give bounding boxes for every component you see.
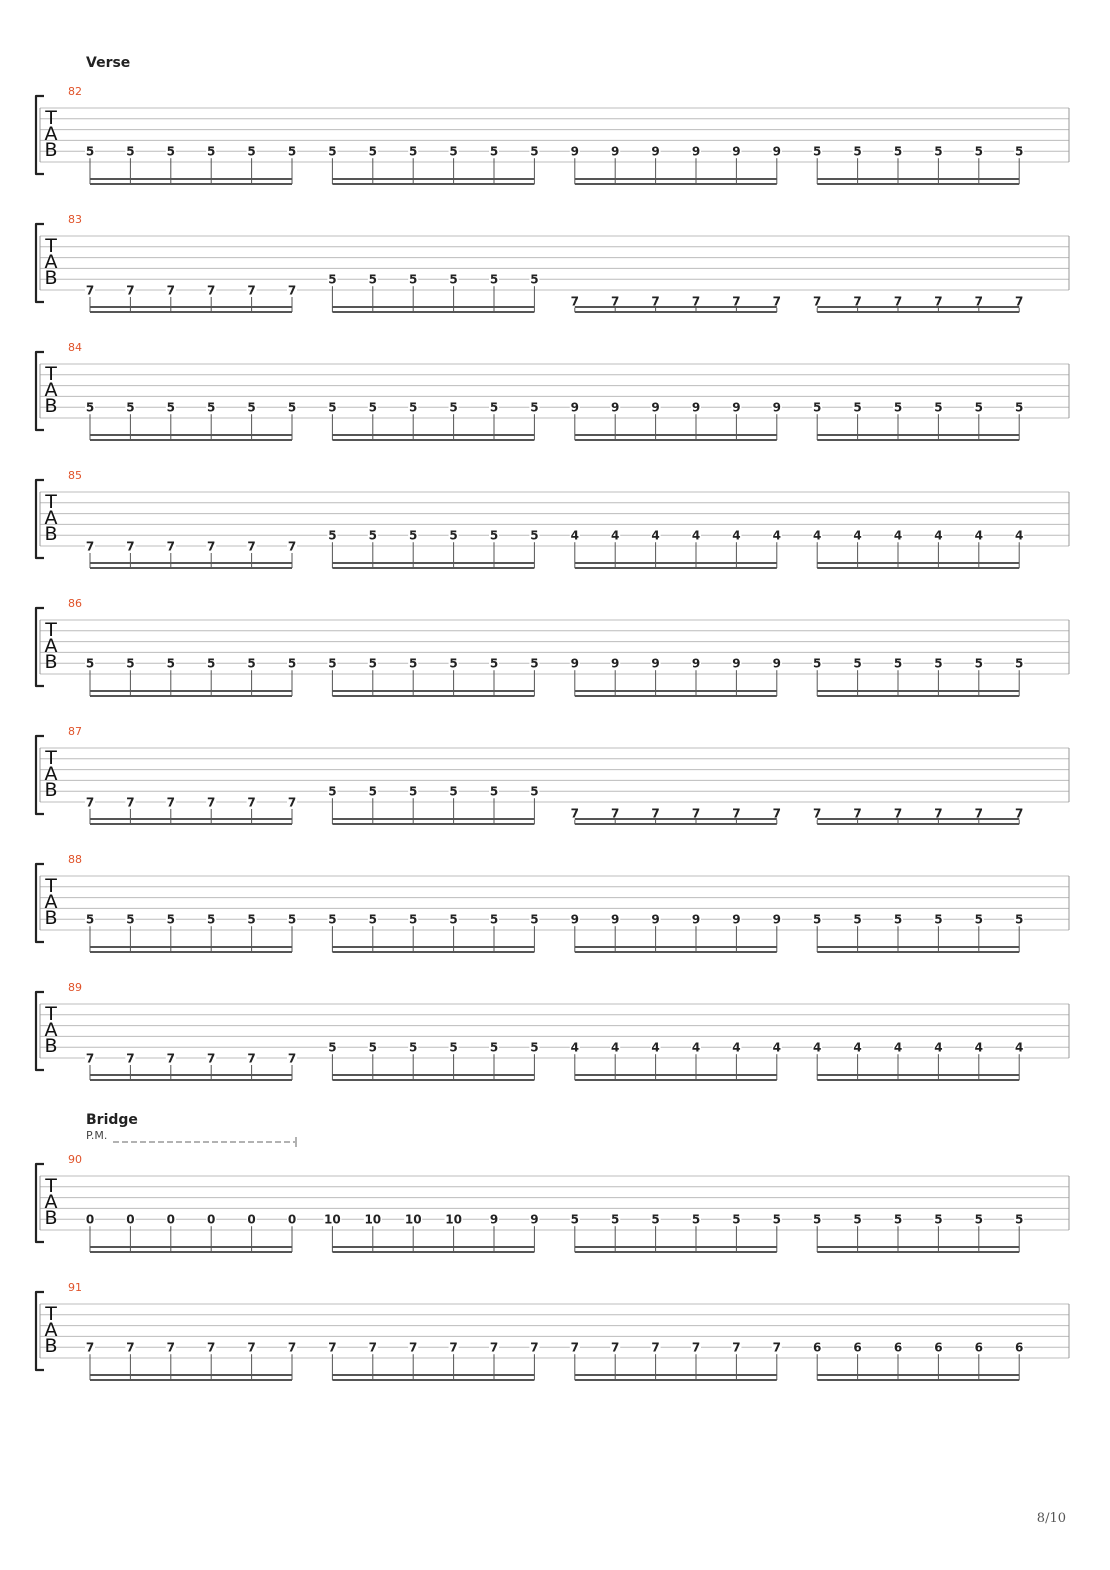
fret-number: 5 xyxy=(368,1040,377,1055)
tab-clef-letter: T xyxy=(45,363,57,385)
fret-number: 9 xyxy=(570,144,579,159)
fret-number: 4 xyxy=(691,1040,701,1055)
fret-number: 5 xyxy=(328,656,337,671)
fret-number: 7 xyxy=(287,1051,297,1066)
fret-number: 5 xyxy=(449,912,458,927)
fret-number: 5 xyxy=(449,528,458,543)
fret-number: 9 xyxy=(611,912,620,927)
fret-number: 7 xyxy=(247,1051,256,1066)
fret-number: 5 xyxy=(328,1040,337,1055)
fret-number: 5 xyxy=(409,656,418,671)
fret-number: 9 xyxy=(570,400,579,415)
fret-number: 4 xyxy=(570,528,579,543)
fret-number: 10 xyxy=(364,1212,382,1227)
fret-number: 9 xyxy=(530,1212,539,1227)
fret-number: 5 xyxy=(409,1040,418,1055)
fret-number: 5 xyxy=(530,144,539,159)
fret-number: 5 xyxy=(934,400,943,415)
fret-number: 7 xyxy=(207,1051,216,1066)
fret-number: 9 xyxy=(691,656,701,671)
fret-number: 5 xyxy=(974,656,983,671)
fret-number: 6 xyxy=(974,1340,983,1355)
fret-number: 7 xyxy=(691,294,701,309)
fret-number: 5 xyxy=(449,656,458,671)
fret-number: 5 xyxy=(934,1212,943,1227)
fret-number: 5 xyxy=(611,1212,620,1227)
fret-number: 5 xyxy=(85,912,95,927)
fret-number: 5 xyxy=(489,656,499,671)
fret-number: 7 xyxy=(732,294,741,309)
page-number: 8/10 xyxy=(1036,1511,1066,1526)
fret-number: 7 xyxy=(166,539,175,554)
fret-number: 7 xyxy=(207,283,216,298)
tab-system xyxy=(36,213,1069,312)
fret-number: 5 xyxy=(530,272,539,287)
bar-number: 87 xyxy=(68,725,82,738)
fret-number: 5 xyxy=(166,144,175,159)
fret-number: 5 xyxy=(934,656,943,671)
fret-number: 7 xyxy=(772,806,781,821)
fret-number: 5 xyxy=(893,400,903,415)
bar-number: 89 xyxy=(68,981,82,994)
fret-number: 9 xyxy=(651,912,660,927)
tab-clef-letter: B xyxy=(44,267,58,289)
fret-number: 4 xyxy=(732,1040,741,1055)
fret-number: 5 xyxy=(287,144,297,159)
tab-clef-letter: T xyxy=(45,619,57,641)
fret-number: 7 xyxy=(166,1051,175,1066)
fret-number: 6 xyxy=(813,1340,822,1355)
bar-number: 88 xyxy=(68,853,82,866)
fret-number: 4 xyxy=(813,1040,822,1055)
fret-number: 5 xyxy=(328,400,337,415)
fret-number: 6 xyxy=(893,1340,903,1355)
fret-number: 9 xyxy=(611,144,620,159)
fret-number: 0 xyxy=(166,1212,175,1227)
tab-clef-letter: A xyxy=(44,763,58,785)
fret-number: 5 xyxy=(126,912,135,927)
fret-number: 9 xyxy=(651,144,660,159)
fret-number: 5 xyxy=(126,400,135,415)
fret-number: 5 xyxy=(287,656,297,671)
tab-system xyxy=(36,853,1069,952)
fret-number: 5 xyxy=(530,912,539,927)
fret-number: 7 xyxy=(611,1340,620,1355)
fret-number: 5 xyxy=(409,784,418,799)
tab-system xyxy=(36,597,1069,696)
fret-number: 5 xyxy=(893,656,903,671)
fret-number: 5 xyxy=(449,272,458,287)
fret-number: 5 xyxy=(530,784,539,799)
fret-number: 5 xyxy=(893,144,903,159)
fret-number: 5 xyxy=(409,272,418,287)
fret-number: 7 xyxy=(853,294,862,309)
fret-number: 5 xyxy=(893,912,903,927)
fret-number: 7 xyxy=(813,806,822,821)
tab-clef-letter: B xyxy=(44,1335,58,1357)
fret-number: 4 xyxy=(611,1040,620,1055)
fret-number: 4 xyxy=(611,528,620,543)
tab-clef-letter: A xyxy=(44,891,58,913)
fret-number: 9 xyxy=(691,400,701,415)
fret-number: 4 xyxy=(1015,528,1024,543)
fret-number: 5 xyxy=(328,912,337,927)
fret-number: 7 xyxy=(974,806,983,821)
fret-number: 5 xyxy=(368,272,377,287)
fret-number: 5 xyxy=(934,144,943,159)
fret-number: 7 xyxy=(368,1340,377,1355)
fret-number: 5 xyxy=(409,144,418,159)
fret-number: 5 xyxy=(853,144,862,159)
fret-number: 5 xyxy=(247,144,256,159)
tab-clef-letter: T xyxy=(45,107,57,129)
fret-number: 7 xyxy=(691,1340,701,1355)
fret-number: 5 xyxy=(328,272,337,287)
fret-number: 5 xyxy=(368,144,377,159)
fret-number: 7 xyxy=(611,294,620,309)
fret-number: 4 xyxy=(893,528,903,543)
fret-number: 7 xyxy=(166,283,175,298)
tab-clef-letter: B xyxy=(44,907,58,929)
fret-number: 5 xyxy=(489,272,499,287)
fret-number: 9 xyxy=(570,656,579,671)
fret-number: 4 xyxy=(772,1040,781,1055)
fret-number: 0 xyxy=(287,1212,297,1227)
fret-number: 7 xyxy=(530,1340,539,1355)
bar-number: 91 xyxy=(68,1281,82,1294)
fret-number: 5 xyxy=(813,912,822,927)
fret-number: 4 xyxy=(934,1040,943,1055)
tab-clef-letter: T xyxy=(45,1303,57,1325)
fret-number: 5 xyxy=(934,912,943,927)
fret-number: 5 xyxy=(166,912,175,927)
fret-number: 5 xyxy=(368,528,377,543)
tab-system xyxy=(36,341,1069,440)
fret-number: 5 xyxy=(1015,144,1024,159)
fret-number: 5 xyxy=(974,912,983,927)
fret-number: 9 xyxy=(772,144,781,159)
fret-number: 5 xyxy=(409,912,418,927)
fret-number: 7 xyxy=(611,806,620,821)
fret-number: 7 xyxy=(651,294,660,309)
fret-number: 6 xyxy=(1015,1340,1024,1355)
fret-number: 10 xyxy=(324,1212,341,1227)
fret-number: 9 xyxy=(489,1212,499,1227)
fret-number: 4 xyxy=(974,1040,983,1055)
fret-number: 7 xyxy=(974,294,983,309)
fret-number: 5 xyxy=(449,400,458,415)
fret-number: 9 xyxy=(772,400,781,415)
fret-number: 5 xyxy=(247,912,256,927)
fret-number: 5 xyxy=(489,912,499,927)
tab-clef-letter: T xyxy=(45,747,57,769)
fret-number: 9 xyxy=(732,656,741,671)
tab-clef-letter: T xyxy=(45,491,57,513)
tab-clef-letter: B xyxy=(44,139,58,161)
tab-clef-letter: B xyxy=(44,523,58,545)
tab-clef-letter: B xyxy=(44,1207,58,1229)
fret-number: 4 xyxy=(853,528,862,543)
fret-number: 9 xyxy=(651,656,660,671)
fret-number: 7 xyxy=(449,1340,458,1355)
fret-number: 5 xyxy=(85,656,95,671)
fret-number: 5 xyxy=(974,400,983,415)
fret-number: 7 xyxy=(287,283,297,298)
fret-number: 5 xyxy=(247,400,256,415)
fret-number: 0 xyxy=(126,1212,135,1227)
tab-clef-letter: B xyxy=(44,651,58,673)
fret-number: 7 xyxy=(287,795,297,810)
fret-number: 9 xyxy=(570,912,579,927)
fret-number: 9 xyxy=(772,656,781,671)
fret-number: 5 xyxy=(126,656,135,671)
fret-number: 7 xyxy=(934,294,943,309)
fret-number: 9 xyxy=(651,400,660,415)
fret-number: 5 xyxy=(489,1040,499,1055)
fret-number: 5 xyxy=(530,656,539,671)
fret-number: 5 xyxy=(449,144,458,159)
fret-number: 7 xyxy=(287,1340,297,1355)
fret-number: 7 xyxy=(85,795,95,810)
fret-number: 5 xyxy=(328,784,337,799)
fret-number: 5 xyxy=(85,144,95,159)
fret-number: 7 xyxy=(85,283,95,298)
tab-system xyxy=(36,55,1069,184)
fret-number: 0 xyxy=(247,1212,256,1227)
tab-clef-letter: A xyxy=(44,251,58,273)
tab-clef-letter: A xyxy=(44,1319,58,1341)
tab-system xyxy=(36,469,1069,568)
fret-number: 5 xyxy=(1015,912,1024,927)
fret-number: 5 xyxy=(489,400,499,415)
fret-number: 5 xyxy=(247,656,256,671)
fret-number: 7 xyxy=(893,294,903,309)
fret-number: 5 xyxy=(368,400,377,415)
fret-number: 5 xyxy=(530,1040,539,1055)
fret-number: 5 xyxy=(732,1212,741,1227)
fret-number: 7 xyxy=(126,795,135,810)
fret-number: 7 xyxy=(85,1051,95,1066)
fret-number: 10 xyxy=(445,1212,462,1227)
fret-number: 9 xyxy=(772,912,781,927)
fret-number: 5 xyxy=(328,144,337,159)
fret-number: 7 xyxy=(893,806,903,821)
section-label: Verse xyxy=(86,55,131,71)
fret-number: 7 xyxy=(651,806,660,821)
fret-number: 7 xyxy=(1015,294,1024,309)
bar-number: 83 xyxy=(68,213,82,226)
fret-number: 7 xyxy=(207,795,216,810)
tab-clef-letter: B xyxy=(44,1035,58,1057)
fret-number: 5 xyxy=(489,144,499,159)
tab-clef-letter: A xyxy=(44,1019,58,1041)
fret-number: 0 xyxy=(85,1212,95,1227)
fret-number: 7 xyxy=(85,539,95,554)
fret-number: 5 xyxy=(409,528,418,543)
fret-number: 5 xyxy=(207,144,216,159)
fret-number: 7 xyxy=(166,795,175,810)
palm-mute-label: P.M. xyxy=(86,1129,108,1142)
fret-number: 5 xyxy=(1015,656,1024,671)
fret-number: 5 xyxy=(813,656,822,671)
fret-number: 7 xyxy=(853,806,862,821)
fret-number: 5 xyxy=(853,1212,862,1227)
fret-number: 5 xyxy=(530,400,539,415)
tab-clef-letter: A xyxy=(44,1191,58,1213)
tab-system xyxy=(36,981,1069,1080)
fret-number: 7 xyxy=(651,1340,660,1355)
fret-number: 5 xyxy=(489,528,499,543)
fret-number: 7 xyxy=(126,539,135,554)
fret-number: 5 xyxy=(813,144,822,159)
fret-number: 4 xyxy=(1015,1040,1024,1055)
fret-number: 5 xyxy=(207,656,216,671)
bar-number: 90 xyxy=(68,1153,82,1166)
fret-number: 7 xyxy=(570,1340,579,1355)
fret-number: 7 xyxy=(691,806,701,821)
fret-number: 5 xyxy=(368,656,377,671)
fret-number: 5 xyxy=(85,400,95,415)
fret-number: 5 xyxy=(1015,400,1024,415)
fret-number: 4 xyxy=(732,528,741,543)
tab-clef-letter: A xyxy=(44,635,58,657)
tab-clef-letter: T xyxy=(45,875,57,897)
fret-number: 7 xyxy=(247,283,256,298)
bar-number: 84 xyxy=(68,341,82,354)
fret-number: 5 xyxy=(409,400,418,415)
fret-number: 7 xyxy=(207,539,216,554)
fret-number: 5 xyxy=(1015,1212,1024,1227)
fret-number: 5 xyxy=(126,144,135,159)
fret-number: 4 xyxy=(813,528,822,543)
fret-number: 4 xyxy=(934,528,943,543)
fret-number: 5 xyxy=(489,784,499,799)
fret-number: 5 xyxy=(974,1212,983,1227)
fret-number: 7 xyxy=(1015,806,1024,821)
fret-number: 7 xyxy=(328,1340,337,1355)
tab-clef-letter: T xyxy=(45,235,57,257)
fret-number: 7 xyxy=(772,294,781,309)
tab-clef-letter: A xyxy=(44,123,58,145)
fret-number: 9 xyxy=(611,400,620,415)
fret-number: 4 xyxy=(853,1040,862,1055)
fret-number: 9 xyxy=(691,144,701,159)
fret-number: 5 xyxy=(772,1212,781,1227)
fret-number: 5 xyxy=(974,144,983,159)
fret-number: 9 xyxy=(691,912,701,927)
fret-number: 4 xyxy=(651,1040,660,1055)
fret-number: 4 xyxy=(974,528,983,543)
fret-number: 9 xyxy=(611,656,620,671)
fret-number: 0 xyxy=(207,1212,216,1227)
tab-clef-letter: B xyxy=(44,779,58,801)
fret-number: 4 xyxy=(893,1040,903,1055)
fret-number: 5 xyxy=(893,1212,903,1227)
tab-clef-letter: B xyxy=(44,395,58,417)
tab-system xyxy=(36,725,1069,824)
fret-number: 7 xyxy=(934,806,943,821)
fret-number: 5 xyxy=(853,912,862,927)
bar-number: 82 xyxy=(68,85,82,98)
fret-number: 7 xyxy=(570,806,579,821)
fret-number: 6 xyxy=(934,1340,943,1355)
fret-number: 7 xyxy=(732,806,741,821)
fret-number: 10 xyxy=(404,1212,422,1227)
fret-number: 7 xyxy=(287,539,297,554)
fret-number: 9 xyxy=(732,400,741,415)
tab-systems xyxy=(36,55,1069,1380)
tab-system xyxy=(36,1112,1069,1252)
fret-number: 5 xyxy=(570,1212,579,1227)
fret-number: 7 xyxy=(813,294,822,309)
fret-number: 7 xyxy=(166,1340,175,1355)
fret-number: 5 xyxy=(207,400,216,415)
fret-number: 4 xyxy=(570,1040,579,1055)
fret-number: 7 xyxy=(126,283,135,298)
fret-number: 7 xyxy=(732,1340,741,1355)
fret-number: 5 xyxy=(530,528,539,543)
fret-number: 7 xyxy=(247,539,256,554)
fret-number: 5 xyxy=(449,1040,458,1055)
fret-number: 4 xyxy=(651,528,660,543)
tab-clef-letter: T xyxy=(45,1003,57,1025)
fret-number: 7 xyxy=(207,1340,216,1355)
fret-number: 5 xyxy=(328,528,337,543)
fret-number: 5 xyxy=(287,400,297,415)
fret-number: 4 xyxy=(772,528,781,543)
fret-number: 7 xyxy=(409,1340,418,1355)
fret-number: 5 xyxy=(449,784,458,799)
fret-number: 9 xyxy=(732,912,741,927)
fret-number: 5 xyxy=(651,1212,660,1227)
fret-number: 5 xyxy=(691,1212,701,1227)
fret-number: 5 xyxy=(166,400,175,415)
tab-clef-letter: T xyxy=(45,1175,57,1197)
fret-number: 5 xyxy=(853,656,862,671)
fret-number: 6 xyxy=(853,1340,862,1355)
bar-number: 86 xyxy=(68,597,82,610)
fret-number: 7 xyxy=(247,795,256,810)
fret-number: 5 xyxy=(166,656,175,671)
fret-number: 7 xyxy=(126,1051,135,1066)
fret-number: 7 xyxy=(126,1340,135,1355)
fret-number: 4 xyxy=(691,528,701,543)
fret-number: 5 xyxy=(368,784,377,799)
fret-number: 5 xyxy=(368,912,377,927)
fret-number: 5 xyxy=(813,400,822,415)
fret-number: 7 xyxy=(247,1340,256,1355)
fret-number: 9 xyxy=(732,144,741,159)
fret-number: 7 xyxy=(489,1340,499,1355)
tab-clef-letter: A xyxy=(44,507,58,529)
fret-number: 5 xyxy=(813,1212,822,1227)
bar-number: 85 xyxy=(68,469,82,482)
tab-clef-letter: A xyxy=(44,379,58,401)
fret-number: 5 xyxy=(207,912,216,927)
tab-system xyxy=(36,1281,1069,1380)
fret-number: 5 xyxy=(853,400,862,415)
fret-number: 7 xyxy=(85,1340,95,1355)
fret-number: 7 xyxy=(570,294,579,309)
fret-number: 5 xyxy=(287,912,297,927)
section-label: Bridge xyxy=(86,1112,138,1128)
fret-number: 7 xyxy=(772,1340,781,1355)
